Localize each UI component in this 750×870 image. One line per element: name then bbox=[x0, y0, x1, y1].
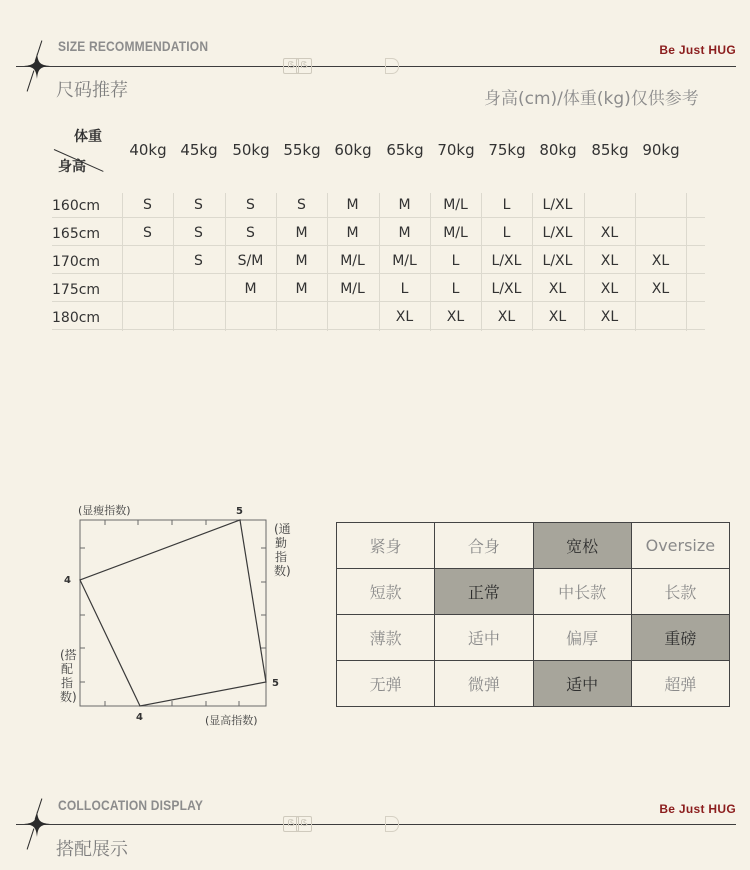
logo-d-icon bbox=[385, 816, 399, 832]
section-divider bbox=[16, 824, 736, 825]
weight-header: 55kg bbox=[283, 141, 321, 159]
size-cell: L bbox=[451, 281, 460, 297]
section-title-cn: 尺码推荐 bbox=[56, 80, 128, 101]
weight-header: 85kg bbox=[591, 141, 629, 159]
size-cell: L bbox=[502, 197, 511, 213]
size-cell: M bbox=[244, 281, 257, 297]
size-cell: S bbox=[143, 197, 152, 213]
height-label: 170cm bbox=[52, 254, 101, 270]
corner-weight-label: 体重 bbox=[74, 129, 102, 145]
weight-header: 45kg bbox=[180, 141, 218, 159]
size-cell: M bbox=[398, 197, 411, 213]
size-cell: M/L bbox=[443, 197, 468, 213]
weight-header: 65kg bbox=[386, 141, 424, 159]
table-corner-header bbox=[54, 124, 110, 178]
size-cell: M/L bbox=[340, 281, 365, 297]
brand-logo: Be Just HUG bbox=[659, 43, 736, 57]
attribute-row bbox=[337, 523, 730, 569]
radar-value-tall: 4 bbox=[136, 712, 143, 723]
attribute-option: 无弹 bbox=[337, 661, 435, 707]
size-cell: XL bbox=[600, 281, 619, 297]
size-cell: L/XL bbox=[542, 253, 573, 269]
size-cell: M bbox=[295, 225, 308, 241]
section-title-cn: 搭配展示 bbox=[56, 839, 128, 860]
attribute-option: 正常 bbox=[435, 569, 533, 615]
corner-height-label: 身高 bbox=[58, 159, 86, 175]
attribute-option: 中长款 bbox=[533, 569, 631, 615]
attribute-option: 微弹 bbox=[435, 661, 533, 707]
size-cell: L/XL bbox=[542, 225, 573, 241]
weight-header: 50kg bbox=[232, 141, 270, 159]
table-column-divider bbox=[122, 193, 123, 331]
attribute-row bbox=[337, 661, 730, 707]
weight-header: 40kg bbox=[129, 141, 167, 159]
attribute-option: 适中 bbox=[435, 615, 533, 661]
size-cell: M bbox=[295, 253, 308, 269]
height-label: 165cm bbox=[52, 226, 101, 242]
size-cell: S bbox=[143, 225, 152, 241]
radar-label-match: (搭配指数) bbox=[60, 648, 77, 704]
attribute-row bbox=[337, 569, 730, 615]
size-cell: XL bbox=[600, 309, 619, 325]
size-cell: M/L bbox=[443, 225, 468, 241]
size-cell: L/XL bbox=[542, 197, 573, 213]
attribute-option: 重磅 bbox=[631, 615, 729, 661]
size-cell: L/XL bbox=[491, 281, 522, 297]
attribute-option: 偏厚 bbox=[533, 615, 631, 661]
size-cell: S bbox=[194, 197, 203, 213]
weight-header: 90kg bbox=[642, 141, 680, 159]
logo-mark-icon: ẞ bbox=[296, 58, 312, 74]
size-cell: XL bbox=[651, 253, 670, 269]
fit-attribute-grid bbox=[336, 522, 730, 707]
size-cell: XL bbox=[548, 309, 567, 325]
size-cell: S bbox=[194, 225, 203, 241]
logo-d-icon bbox=[385, 58, 399, 74]
size-note: 身高(cm)/体重(kg)仅供参考 bbox=[484, 89, 699, 109]
table-column-divider bbox=[686, 193, 687, 331]
size-cell: M bbox=[398, 225, 411, 241]
attribute-option: 合身 bbox=[435, 523, 533, 569]
size-cell: XL bbox=[395, 309, 414, 325]
radar-value-slim: 5 bbox=[236, 506, 243, 517]
size-cell: XL bbox=[600, 253, 619, 269]
section-title-en: COLLOCATION DISPLAY bbox=[58, 797, 204, 813]
brand-logo: Be Just HUG bbox=[659, 802, 736, 816]
logo-mark-icon: ẞ bbox=[296, 816, 312, 832]
weight-header: 60kg bbox=[334, 141, 372, 159]
size-cell: S/M bbox=[237, 253, 264, 269]
height-label: 175cm bbox=[52, 282, 101, 298]
radar-shape bbox=[80, 520, 266, 706]
radar-label-commute: (通勤指数) bbox=[274, 522, 291, 578]
size-cell: XL bbox=[548, 281, 567, 297]
weight-header: 75kg bbox=[488, 141, 526, 159]
size-cell: L bbox=[451, 253, 460, 269]
size-cell: S bbox=[194, 253, 203, 269]
weight-header: 70kg bbox=[437, 141, 475, 159]
radar-label-slim: (显瘦指数) bbox=[78, 504, 131, 517]
size-cell: M bbox=[346, 197, 359, 213]
size-cell: S bbox=[246, 225, 255, 241]
attribute-option: 短款 bbox=[337, 569, 435, 615]
size-cell: M/L bbox=[392, 253, 417, 269]
size-cell: S bbox=[297, 197, 306, 213]
size-cell: S bbox=[246, 197, 255, 213]
section-divider bbox=[16, 66, 736, 67]
size-cell: L bbox=[400, 281, 409, 297]
attribute-option: 长款 bbox=[631, 569, 729, 615]
radar-value-commute: 5 bbox=[272, 678, 279, 689]
attribute-option: Oversize bbox=[631, 523, 729, 569]
attribute-option: 薄款 bbox=[337, 615, 435, 661]
size-cell: XL bbox=[600, 225, 619, 241]
attribute-option: 宽松 bbox=[533, 523, 631, 569]
height-label: 160cm bbox=[52, 198, 101, 214]
radar-label-tall: (显高指数) bbox=[205, 714, 258, 727]
size-cell: M bbox=[295, 281, 308, 297]
section-title-en: SIZE RECOMMENDATION bbox=[58, 38, 209, 54]
size-cell: XL bbox=[446, 309, 465, 325]
weight-header: 80kg bbox=[539, 141, 577, 159]
size-cell: L/XL bbox=[491, 253, 522, 269]
size-cell: M/L bbox=[340, 253, 365, 269]
logo-mark-icon: ẞ bbox=[283, 816, 299, 832]
attribute-option: 紧身 bbox=[337, 523, 435, 569]
size-cell: XL bbox=[651, 281, 670, 297]
height-label: 180cm bbox=[52, 310, 101, 326]
radar-value-match: 4 bbox=[64, 575, 71, 586]
size-cell: M bbox=[346, 225, 359, 241]
attribute-row bbox=[337, 615, 730, 661]
index-radar-chart bbox=[58, 500, 278, 715]
attribute-option: 超弹 bbox=[631, 661, 729, 707]
logo-mark-icon: ẞ bbox=[283, 58, 299, 74]
size-cell: XL bbox=[497, 309, 516, 325]
attribute-option: 适中 bbox=[533, 661, 631, 707]
size-cell: L bbox=[502, 225, 511, 241]
